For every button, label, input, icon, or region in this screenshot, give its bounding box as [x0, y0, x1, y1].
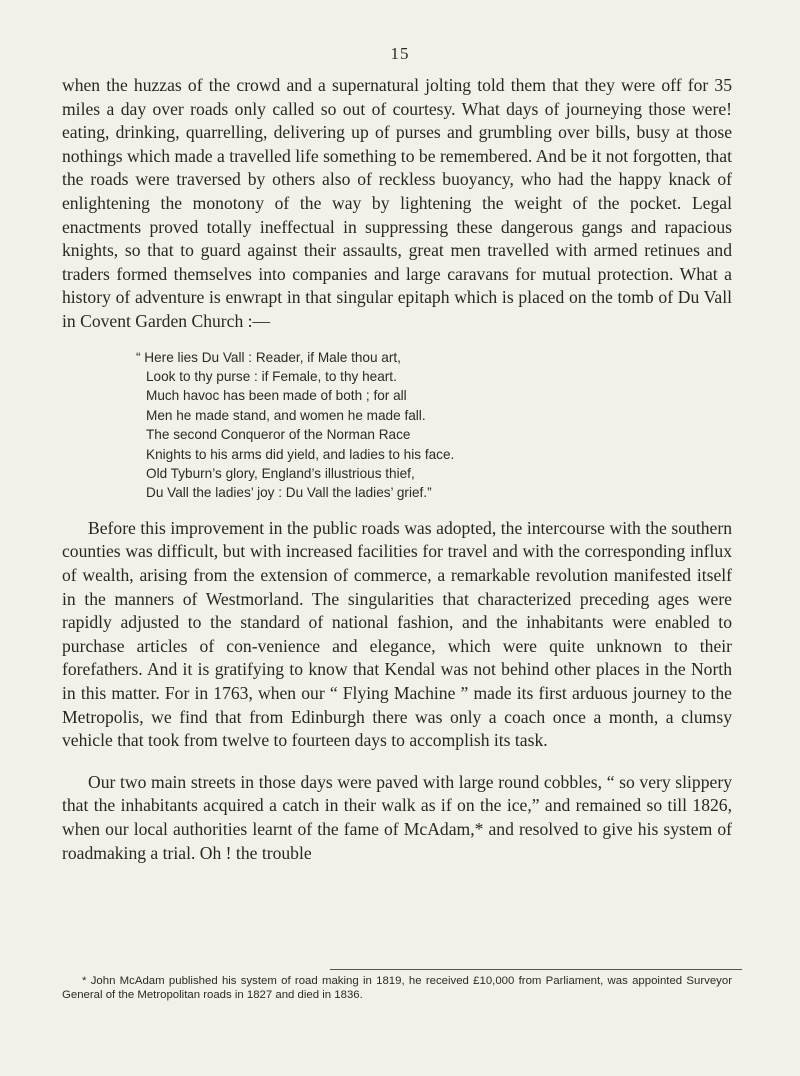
paragraph-1: when the huzzas of the crowd and a supernatural jolting told them that they were off for 35 miles a day over roads only called so out of courtesy. What days of journeying those were! eating, drinking, quarrelling, delivering up of purses and grumbling over bills, busy at those nothings which made a travelled life something to be remembered. And be it not forgotten, that the roads were traversed by others also of reckless buoyancy, who had the happy knack of enlightening the monotony of the way by lightening the weight of the pocket. Legal enactments proved totally ineffectual in suppressing these dangerous gangs and rapacious knights, so that to guard against their assaults, great men travelled with armed retinues and traders formed themselves into companies and large caravans for mutual protection. What a history of adventure is enwrapt in that singular epitaph which is placed on the tomb of Du Vall in Covent Garden Church :— — [62, 75, 732, 331]
epitaph-line: Look to thy purse : if Female, to thy heart. — [146, 368, 397, 384]
epitaph-line: Du Vall the ladies’ joy : Du Vall the ladies’ grief.” — [146, 485, 432, 501]
epitaph-verse — [136, 348, 732, 503]
footnote-rule — [330, 969, 742, 970]
epitaph-line: The second Conqueror of the Norman Race — [146, 427, 411, 443]
paragraph-3: Our two main streets in those days were paved with large round cobbles, “ so very slippery that the inhabitants acquired a catch in their walk as if on the ice,” and remained so till 1826, when our local authorities learnt of the fame of McAdam,* and resolved to give his system of roadmaking a trial. Oh ! the trouble — [62, 771, 732, 863]
page-number: 15 — [390, 44, 410, 63]
paragraph-2: Before this improvement in the public roads was adopted, the intercourse with the southern counties was difficult, but with increased facilities for travel and with the corresponding influx of wealth, arising from the extension of commerce, a remarkable revolution manifested itself in the manners of Westmorland. The singularities that characterized preceding ages were rapidly adjusted to the standard of national fashion, and the inhabitants were enabled to purchase articles of con-venience and elegance, which were quite unknown to their forefathers. And it is gratifying to know that Kendal was not behind other places in the North in this matter. For in 1763, when our “ Flying Machine ” made its first arduous journey to the Metropolis, we find that from Edinburgh there was only a coach once a month, a clumsy vehicle that took from twelve to fourteen days to accomplish its task. — [62, 517, 732, 751]
epitaph-line: Old Tyburn’s glory, England’s illustrious thief, — [146, 465, 415, 481]
epitaph-line: Much havoc has been made of both ; for all — [146, 388, 407, 404]
epitaph-line: “ Here lies Du Vall : Reader, if Male thou art, — [136, 349, 401, 365]
footnote: * John McAdam published his system of road making in 1819, he received £10,000 from Parliament, was appointed Surveyor General of the Metropolitan roads in 1827 and died in 1836. — [62, 975, 732, 1001]
body-text — [62, 74, 732, 865]
epitaph-line: Men he made stand, and women he made fall. — [146, 407, 426, 423]
epitaph-line: Knights to his arms did yield, and ladies to his face. — [146, 446, 455, 462]
